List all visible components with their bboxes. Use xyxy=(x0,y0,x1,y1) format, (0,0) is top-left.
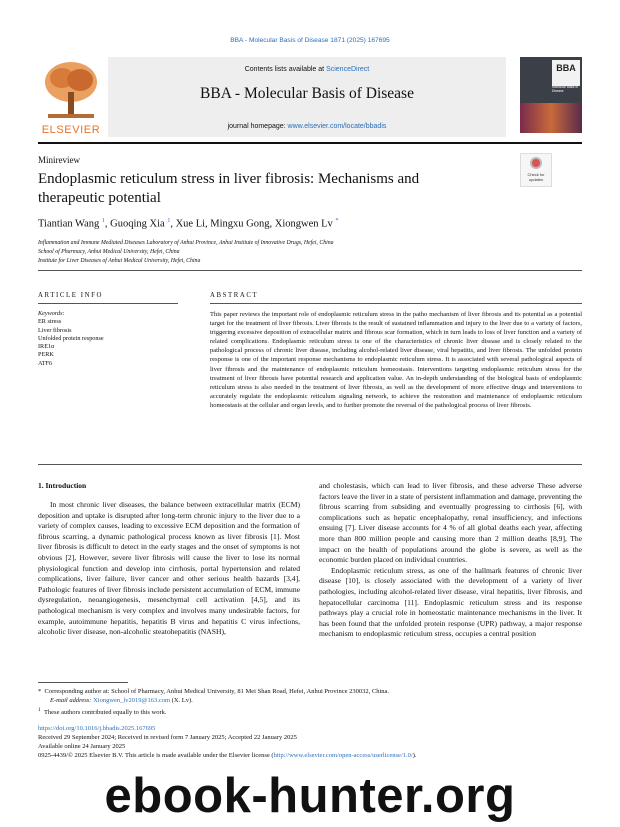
article-info-heading: ARTICLE INFO xyxy=(38,292,104,299)
received-dates: Received 29 September 2024; Received in revised form 7 January 2025; Accepted 22 January 2025 xyxy=(38,734,297,741)
keywords-block xyxy=(38,310,104,368)
abstract-text: This paper reviews the important role of endoplasmic reticulum stress in the patho mechanism of liver fibrosis and its potential as a potential target for the treatment of liver fibrosis. Liver fibrosis is the result of sustained inflammation and injury to the liver due to a variety of factors, triggering excessive deposition of extracellular matrix and fibrous scar formation, which in turn leads to loss of liver function and a variety of related complications. Endoplasmic reticulum stress is one of the characteristics of chronic liver disease and is closely related to the pathological process of chronic liver disease, including alcohol-related liver disease, viral hepatitis, and liver fibrosis. The unfolded protein response is one of the important response mechanisms to endoplasmic reticulum stress. It is associated with several pathological aspects of liver fibrosis and the maintenance of endoplasmic reticulum homeostasis. Interventions targeting endoplasmic reticulum stress for the treatment of liver fibrosis have potential research and application value. An in-depth understanding of the biological basis of endoplasmic reticulum stress is also needed in the treatment of liver fibrosis, as well as the development of more effective drugs and interventions to accurately regulate the endoplasmic reticulum signaling network, to achieve the restoration and maintenance of endoplasmic reticulum homeostasis at the cellular and organ levels, and to further promote the reversal of the pathological process of liver fibrosis. xyxy=(210,311,582,409)
contents-prefix: Contents lists available at xyxy=(244,66,327,73)
affiliation: Institute for Liver Diseases of Anhui Medical University, Hefei, China xyxy=(38,258,201,264)
watermark: ebook-hunter.org xyxy=(104,769,516,823)
footnote-asterisk: * xyxy=(38,688,42,695)
section-title: 1. Introduction xyxy=(38,481,87,490)
right-column xyxy=(319,481,582,640)
article-title: Endoplasmic reticulum stress in liver fibrosis: Mechanisms and therapeutic potential xyxy=(38,171,420,206)
journal-homepage xyxy=(108,123,506,130)
author-name[interactable]: Xiongwen Lv xyxy=(274,218,333,230)
abstract-heading: ABSTRACT xyxy=(210,292,259,299)
header-rule xyxy=(38,142,582,144)
keyword: PERK xyxy=(38,351,54,359)
keyword: IRE1α xyxy=(38,343,55,351)
elsevier-logo xyxy=(38,58,104,136)
abstract-rule xyxy=(210,303,582,304)
author-sup: * xyxy=(335,218,339,224)
sciencedirect-link[interactable]: ScienceDirect xyxy=(326,66,370,73)
doi-text[interactable]: https://doi.org/10.1016/j.bbadis.2025.167695 xyxy=(38,725,156,732)
homepage-link[interactable]: www.elsevier.com/locate/bbadis xyxy=(287,123,387,130)
paragraph: Endoplasmic reticulum stress, as one of the hallmark features of chronic liver disease [10], is closely associated with the development of a variety of liver pathologies, including alcohol-related liver disease, viral hepatitis, liver fibrosis, and hepatocellular carcinoma [11]. Endoplasmic reticulum stress and its response pathways play a crucial role in homeostatic maintenance mechanisms in the liver. It has been found that the unfolded protein response (UPR) pathway, a major response mechanism to endoplasmic reticulum stress, occupies a central position xyxy=(319,565,582,639)
license-line xyxy=(38,752,416,761)
keyword: ER stress xyxy=(38,318,62,326)
available-online: Available online 24 January 2025 xyxy=(38,743,126,750)
author-sup: 1 xyxy=(101,218,105,224)
keywords-label: Keywords: xyxy=(38,310,65,317)
license-prefix: 0925-4439/© 2025 Elsevier B.V. This article is made available under the Elsevier license ( xyxy=(38,752,274,759)
affiliation: School of Pharmacy, Anhui Medical University, Hefei, China xyxy=(38,249,180,255)
check-updates-icon xyxy=(530,157,542,169)
affiliation-rule xyxy=(38,270,582,271)
journal-cover xyxy=(520,57,582,133)
keyword: ATF6 xyxy=(38,359,53,367)
footnote-equal xyxy=(38,706,167,718)
license-link[interactable]: http://www.elsevier.com/open-access/userlicense/1.0/ xyxy=(273,752,413,759)
check-updates-label: Check for updates xyxy=(527,172,545,182)
email-label: E-mail address: xyxy=(50,697,94,704)
article-type: Minireview xyxy=(38,155,80,165)
contents-line xyxy=(108,66,506,73)
footnote-rule xyxy=(38,682,128,683)
footnote-email xyxy=(50,697,193,706)
article-info-rule xyxy=(38,303,178,304)
author-list: Tiantian Wang $^1$, Guoqing Xia $^1$, Xue Li, Mingxu Gong, Xiongwen Lv * xyxy=(38,218,339,230)
keyword: Liver fibrosis xyxy=(38,326,72,334)
doi-link[interactable] xyxy=(38,725,155,734)
journal-title: BBA - Molecular Basis of Disease xyxy=(200,85,414,102)
cover-image xyxy=(520,103,582,133)
cover-subtitle: Molecular Basis of Disease xyxy=(552,85,579,93)
license-suffix: ). xyxy=(412,752,417,759)
author-sup: 1 xyxy=(167,218,171,224)
left-column xyxy=(38,500,300,638)
author-name[interactable]: Xue Li xyxy=(175,218,206,230)
author-name[interactable]: Guoqing Xia xyxy=(110,218,165,230)
homepage-prefix: journal homepage: xyxy=(227,123,288,130)
running-header: BBA - Molecular Basis of Disease 1871 (2025) 167695 xyxy=(230,37,390,44)
keyword: Unfolded protein response xyxy=(38,334,104,342)
corresponding-author: Corresponding author at: School of Pharmacy, Anhui Medical University, 81 Mei Shan Road, Hefei, Anhui Province 230032, China. xyxy=(44,688,390,695)
paragraph: and cholestasis, which can lead to liver fibrosis, and these adverse These adverse factors leave the liver in a state of persistent inflammation and damage, preventing the fibrous scarring from subsiding and eventually progressing to cirrhosis [6], with complications such as hepatic encephalopathy, renal insufficiency, and infections ensuing [7]. Liver disease accounts for 4 % of all global deaths each year, affecting more than 800 million people and causing more than 2 million deaths [8,9], The impact on the health of populations around the globe is severe, as well as the economic burden placed on individual countries. xyxy=(319,481,582,565)
elsevier-wordmark: ELSEVIER xyxy=(41,124,101,136)
paragraph: In most chronic liver diseases, the balance between extracellular matrix (ECM) deposition and uptake is disrupted after long-term chronic injury to the liver due to a variety of complex causes, leading to excessive ECM deposition and the formation of fibrous scarring, a dynamic pathological process known as liver fibrosis [1]. Most liver fibrosis is difficult to detect in the early stages and the onset of symptoms is not obvious [2], However, severe liver fibrosis will cause the liver to lose its normal physiological function and develop into cirrhosis, portal hypertension and related complications, liver failure, liver cancer and other serious health hazards [3,4], Pathologic features of liver fibrosis include persistent accumulation of ECM, immune dysregulation, neoangiogenesis, mesenchymal cell activation [4,5], and its pathological mechanism is very complex and involves many undesirable factors, for example, autoimmune hepatitis, hepatitis B virus and hepatitis C virus infections, alcoholic liver disease, non-alcoholic steatohepatitis (NASH), xyxy=(38,500,300,637)
author-name[interactable]: Mingxu Gong xyxy=(210,218,270,230)
abstract-end-rule xyxy=(38,464,582,465)
equal-contribution: These authors contributed equally to this work. xyxy=(43,709,167,717)
author-name[interactable]: Tiantian Wang xyxy=(38,218,100,230)
footnote-mark: 1 xyxy=(38,707,41,713)
cover-logo: BBA xyxy=(552,60,580,86)
footnote-corresponding xyxy=(38,688,389,697)
affiliation: Inflammation and Immune Mediated Diseases Laboratory of Anhui Province, Anhui Institute of Innovative Drugs, Hefei, China xyxy=(38,240,334,246)
email-suffix: (X. Lv). xyxy=(170,697,193,704)
elsevier-tree-icon xyxy=(38,58,104,122)
check-for-updates-badge[interactable] xyxy=(520,153,552,187)
email-link[interactable]: Xiongwen_lv2019@163.com xyxy=(93,697,171,704)
